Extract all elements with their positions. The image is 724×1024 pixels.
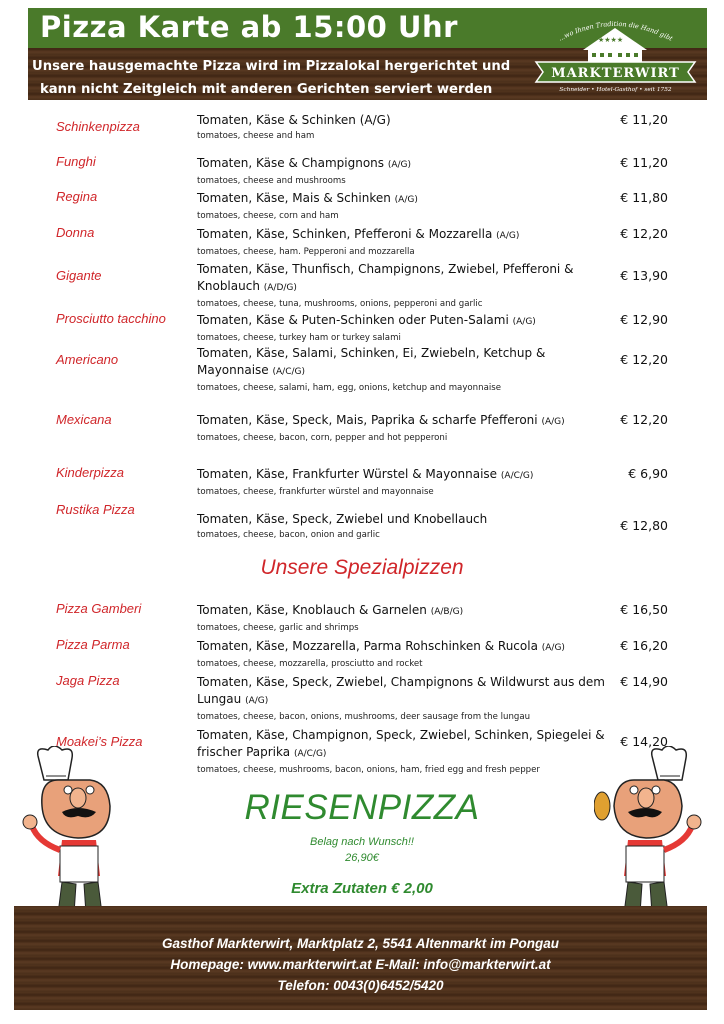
riesenpizza-price: 26,90€ [345,852,379,864]
pizza-price: € 14,20 [620,734,668,749]
logo-tagline: ...wo Ihnen Tradition die Hand gibt [556,19,674,43]
pizza-description: Tomaten, Käse, Mais & Schinken (A/G) tomatoes, cheese, corn and ham [197,190,612,222]
pizza-description: Tomaten, Käse, Champignon, Speck, Zwiebel, Schinken, Spiegelei & frischer Paprika (A/C/G) tomatoes, cheese, mushrooms, bacon, onions, ham, fried egg and fresh pepper [197,727,612,776]
pizza-english: tomatoes, cheese, mushrooms, bacon, onions, ham, fried egg and fresh pepper [197,765,540,775]
logo-descriptor: Schneider • Hotel-Gasthof • seit 1752 [559,87,672,93]
pizza-name: Donna [56,225,95,240]
pizza-description: Tomaten, Käse, Speck, Zwiebel, Champignons & Wildwurst aus dem Lungau (A/G) tomatoes, cheese, bacon, onions, mushrooms, deer sausage from the lungau [197,674,612,723]
subtitle-line-2: kann nicht Zeitgleich mit anderen Gerichten serviert werden [40,82,493,97]
pizza-price: € 12,20 [620,226,668,241]
pizza-description: Tomaten, Käse, Schinken, Pfefferoni & Mozzarella (A/G) tomatoes, cheese, ham. Pepperoni and mozzarella [197,226,612,258]
pizza-name: Moakei’s Pizza [56,734,143,749]
pizza-description: Tomaten, Käse, Speck, Zwiebel und Knobellauch tomatoes, cheese, bacon, onion and garlic [197,511,612,541]
pizza-name: Rustika Pizza [56,502,135,517]
pizza-name: Americano [56,352,119,367]
footer-address: Gasthof Markterwirt, Marktplatz 2, 5541 Altenmarkt im Pongau [161,936,560,951]
footer-web-email: Homepage: www.markterwirt.at E-Mail: info@markterwirt.at [170,957,551,972]
pizza-price: € 12,20 [620,352,668,367]
pizza-english: tomatoes, cheese, frankfurter würstel and mayonnaise [197,487,434,497]
pizza-price: € 14,90 [620,674,668,689]
pizza-description: Tomaten, Käse & Champignons (A/G) tomatoes, cheese and mushrooms [197,155,612,187]
pizza-price: € 6,90 [628,466,668,481]
pizza-description: Tomaten, Käse, Mozzarella, Parma Rohschinken & Rucola (A/G) tomatoes, cheese, mozzarella, prosciutto and rocket [197,638,612,670]
pizza-price: € 11,20 [620,112,668,127]
riesenpizza-note: Belag nach Wunsch!! [310,836,414,848]
pizza-name: Gigante [56,268,102,283]
pizza-english: tomatoes, cheese, garlic and shrimps [197,623,359,633]
pizza-english: tomatoes, cheese, mozzarella, prosciutto and rocket [197,659,423,669]
pizza-english: tomatoes, cheese and mushrooms [197,176,346,186]
svg-text:★★★★: ★★★★ [598,36,624,44]
pizza-price: € 16,50 [620,602,668,617]
pizza-name: Mexicana [56,412,112,427]
pizza-english: tomatoes, cheese, turkey ham or turkey salami [197,333,401,343]
pizza-description: Tomaten, Käse, Knoblauch & Garnelen (A/B/G) tomatoes, cheese, garlic and shrimps [197,602,612,634]
riesenpizza-title: RIESENPIZZA [244,788,480,827]
pizza-price: € 13,90 [620,268,668,283]
pizza-description: Tomaten, Käse, Frankfurter Würstel & Mayonnaise (A/C/G) tomatoes, cheese, frankfurter würstel and mayonnaise [197,466,612,498]
pizza-price: € 11,20 [620,155,668,170]
pizza-description: Tomaten, Käse & Puten-Schinken oder Puten-Salami (A/G) tomatoes, cheese, turkey ham or turkey salami [197,312,612,344]
pizza-name: Jaga Pizza [56,673,120,688]
special-pizzas-heading: Unsere Spezialpizzen [260,556,464,579]
subtitle-line-1: Unsere hausgemachte Pizza wird im Pizzalokal hergerichtet und [32,59,511,74]
pizza-name: Regina [56,189,98,204]
pizza-price: € 11,80 [620,190,668,205]
pizza-price: € 16,20 [620,638,668,653]
header-banner [28,8,707,100]
footer-phone: Telefon: 0043(0)6452/5420 [277,978,444,993]
pizza-name: Pizza Parma [56,637,130,652]
pizza-description: Tomaten, Käse & Schinken (A/G) tomatoes, cheese and ham [197,112,612,142]
pizza-name: Funghi [56,154,96,169]
pizza-name: Prosciutto tacchino [56,311,166,326]
pizza-english: tomatoes, cheese and ham [197,131,315,141]
pizza-price: € 12,80 [620,518,668,533]
pizza-description: Tomaten, Käse, Thunfisch, Champignons, Zwiebel, Pfefferoni & Knoblauch (A/D/G) tomatoes, cheese, tuna, mushrooms, onions, pepperoni and garlic [197,261,612,310]
pizza-description: Tomaten, Käse, Speck, Mais, Paprika & scharfe Pfefferoni (A/G) tomatoes, cheese, bacon, corn, pepper and hot pepperoni [197,412,612,444]
extra-toppings-price: Extra Zutaten € 2,00 [291,880,433,897]
pizza-description: Tomaten, Käse, Salami, Schinken, Ei, Zwiebeln, Ketchup & Mayonnaise (A/C/G) tomatoes, cheese, salami, ham, egg, onions, ketchup and mayonnaise [197,345,612,394]
logo-name: MARKTERWIRT [551,66,680,81]
pizza-english: tomatoes, cheese, bacon, corn, pepper and hot pepperoni [197,433,448,443]
pizza-name: Pizza Gamberi [56,601,142,616]
pizza-english: tomatoes, cheese, ham. Pepperoni and mozzarella [197,247,415,257]
pizza-english: tomatoes, cheese, bacon, onion and garlic [197,530,380,540]
pizza-english: tomatoes, cheese, tuna, mushrooms, onions, pepperoni and garlic [197,299,483,309]
pizza-price: € 12,20 [620,412,668,427]
markterwirt-logo [528,10,703,94]
hotel-house-icon [583,28,647,66]
pizza-english: tomatoes, cheese, salami, ham, egg, onions, ketchup and mayonnaise [197,383,501,393]
footer-contact [14,906,707,1010]
pizza-english: tomatoes, cheese, bacon, onions, mushrooms, deer sausage from the lungau [197,712,531,722]
page-title: Pizza Karte ab 15:00 Uhr [40,10,458,44]
pizza-price: € 12,90 [620,312,668,327]
pizza-english: tomatoes, cheese, corn and ham [197,211,339,221]
pizza-name: Schinkenpizza [56,119,140,134]
pizza-name: Kinderpizza [56,465,124,480]
